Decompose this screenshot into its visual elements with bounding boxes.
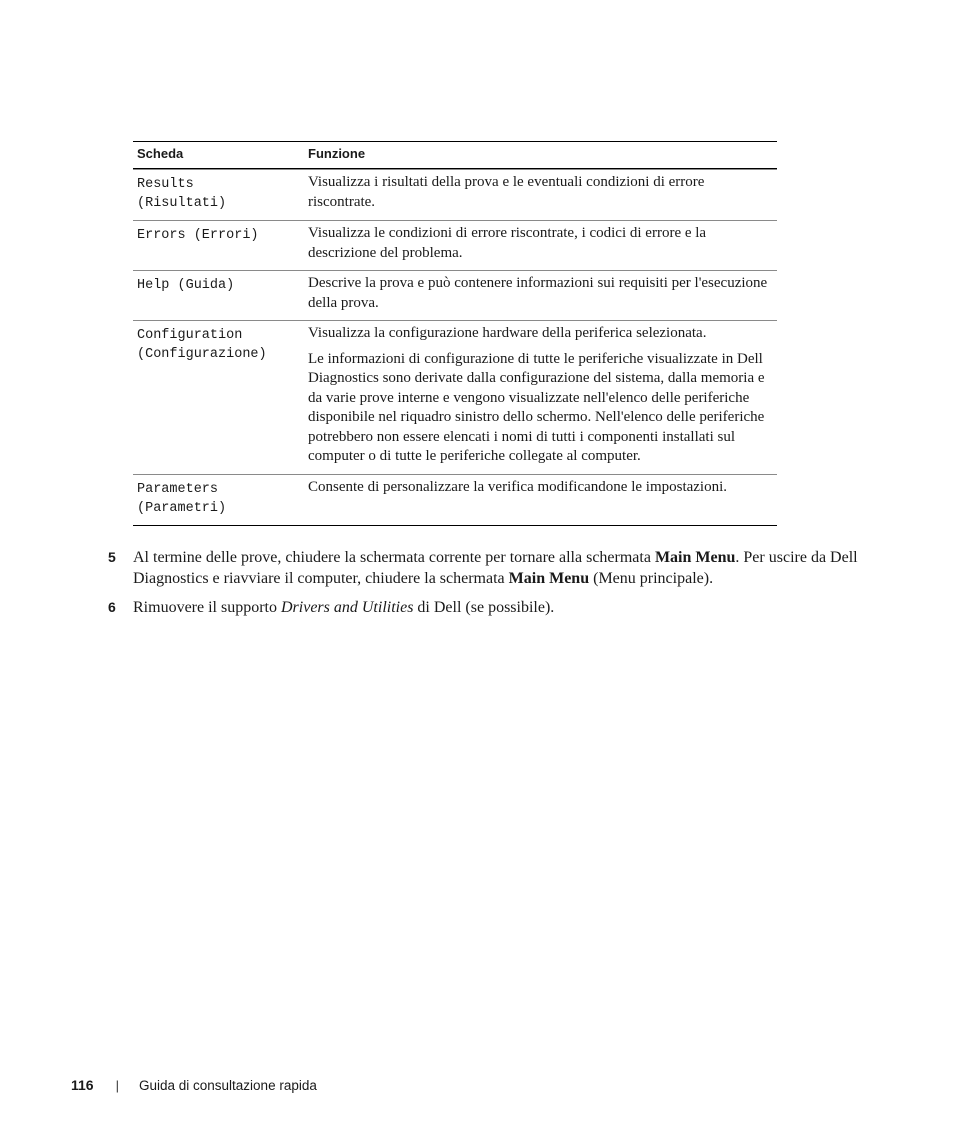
function-cell — [304, 221, 777, 270]
table-row — [133, 474, 777, 525]
tab-name-line: Parameters — [137, 481, 219, 497]
steps-list — [108, 547, 868, 626]
table-row — [133, 169, 777, 220]
column-header-funzione: Funzione — [308, 146, 366, 161]
function-cell — [304, 170, 777, 220]
text-run: di Dell (se possibile). — [413, 599, 555, 616]
table-row — [133, 270, 777, 320]
tab-name-line: Help (Guida) — [137, 278, 235, 293]
footer-title: Guida di consultazione rapida — [138, 1077, 317, 1093]
bold-term: Main Menu — [654, 549, 736, 566]
page-number: 116 — [71, 1077, 94, 1093]
function-paragraph: Visualizza le condizioni di errore riscontrate, i codici di errore e la descrizione del problema. — [308, 225, 707, 261]
tab-name-cell — [133, 321, 304, 474]
tab-name-line: Results — [137, 177, 194, 192]
tab-name-line: (Parametri) — [137, 500, 227, 516]
text-run: Rimuovere il supporto — [133, 599, 281, 616]
step-number: 6 — [108, 599, 116, 615]
function-paragraph: Visualizza la configurazione hardware della periferica selezionata. — [308, 325, 707, 341]
tab-name-line: (Risultati) — [137, 196, 227, 211]
tab-name-cell — [133, 170, 304, 220]
step-number: 5 — [108, 549, 116, 565]
step-item — [108, 597, 868, 618]
diagnostics-tabs-table — [133, 141, 777, 526]
step-text — [133, 597, 868, 618]
function-paragraph: Le informazioni di configurazione di tutte le periferiche visualizzate in Dell Diagnostics sono derivate dalla configurazione del sistema, dalla memoria e da varie prove interne e vengono visualizzate nell'elenco delle periferiche disponibile nel riquadro sinistro dello schermo. Nell'elenco delle periferiche potrebbero non essere elencati i nomi di tutti i componenti installati sul computer o di tutte le periferiche collegate al computer. — [308, 350, 765, 464]
text-run: Al termine delle prove, chiudere la schermata corrente per tornare alla schermata — [133, 549, 655, 566]
step-item — [108, 547, 868, 589]
page-footer — [71, 1077, 317, 1093]
text-run: (Menu principale). — [589, 570, 714, 587]
table-row — [133, 320, 777, 474]
tab-name-line: Errors (Errori) — [137, 228, 259, 243]
tab-name-line: Configuration — [137, 328, 243, 343]
text-run: . Per uscire da Dell Diagnostics e riavviare il computer, chiudere la schermata — [133, 549, 858, 587]
bold-term: Main Menu — [508, 570, 590, 587]
tab-name-cell — [133, 221, 304, 270]
function-paragraph: Consente di personalizzare la verifica modificandone le impostazioni. — [308, 478, 728, 495]
italic-term: Drivers and Utilities — [280, 599, 414, 616]
function-paragraph: Visualizza i risultati della prova e le eventuali condizioni di errore riscontrate. — [308, 174, 705, 210]
function-cell — [304, 475, 777, 525]
footer-separator: | — [115, 1077, 119, 1093]
function-cell — [304, 321, 777, 474]
step-text — [133, 547, 868, 589]
column-header-scheda: Scheda — [137, 146, 184, 161]
tab-name-cell — [133, 475, 304, 525]
table-header-row — [133, 142, 777, 169]
function-cell — [304, 271, 777, 320]
table-row — [133, 220, 777, 270]
tab-name-line: (Configurazione) — [137, 347, 267, 362]
tab-name-cell — [133, 271, 304, 320]
function-paragraph: Descrive la prova e può contenere informazioni sui requisiti per l'esecuzione della prova. — [308, 275, 768, 311]
